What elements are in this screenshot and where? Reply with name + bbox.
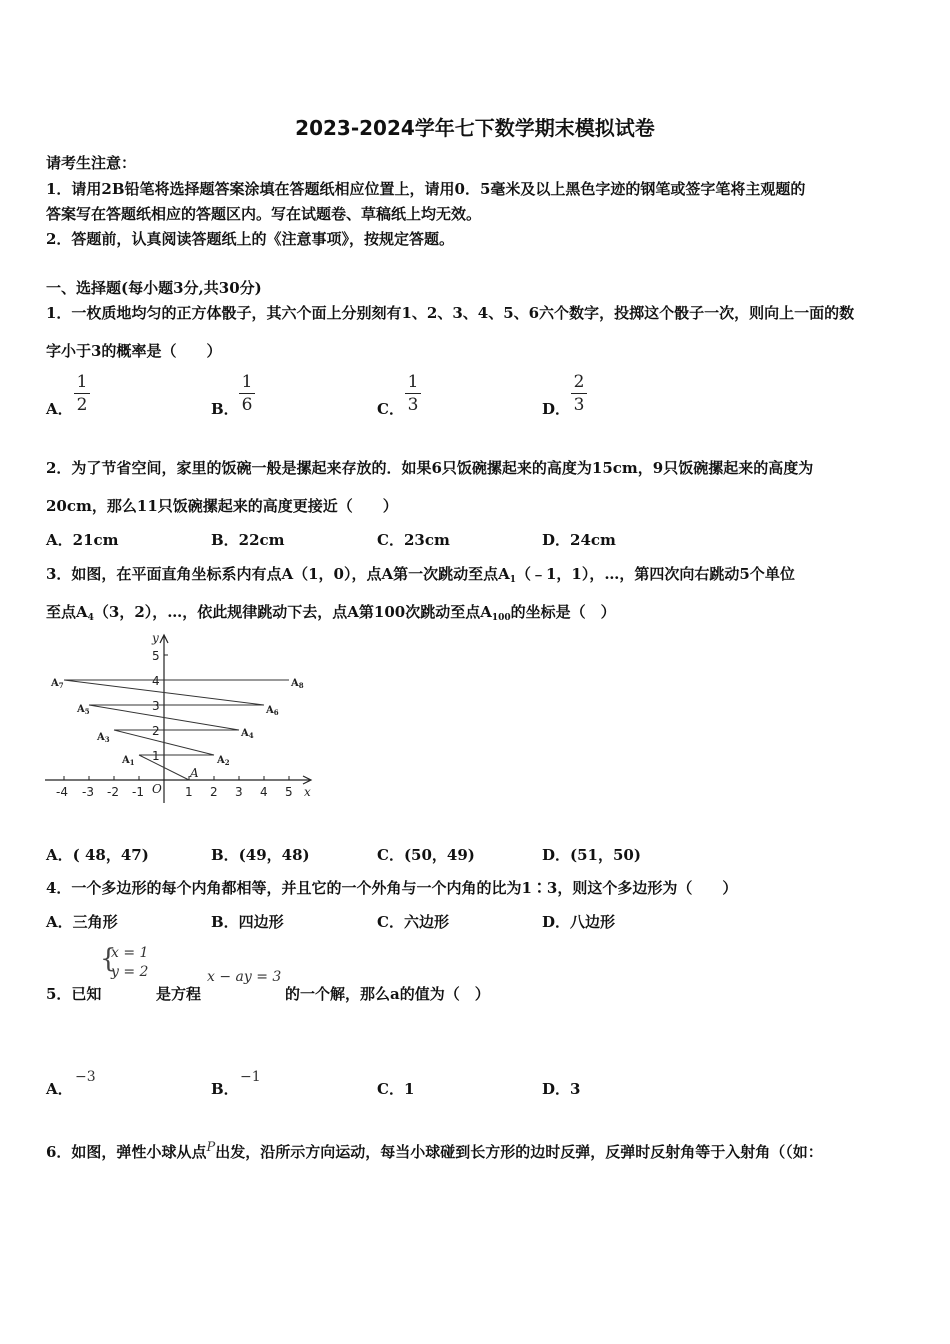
origin-label: O [152, 782, 162, 796]
q4-option-b: B．四边形 [211, 913, 284, 931]
q1-option-a-label: A． [46, 400, 73, 418]
system-line-2: y = 2 [111, 964, 149, 980]
y-tick-label: 5 [152, 649, 160, 663]
q4-option-c: C．六边形 [377, 913, 449, 931]
q5-option-b-label: B． [211, 1080, 239, 1098]
q2-option-d: D．24cm [542, 531, 616, 549]
y-tick-label: 1 [152, 749, 160, 763]
page-title: 2023-2024学年七下数学期末模拟试卷 [295, 116, 655, 140]
point-a3-label: $A_3$ [97, 732, 110, 744]
x-tick-label: -4 [56, 785, 68, 799]
jump-path-lines [64, 680, 289, 780]
q1-option-c-fraction: 1 3 [405, 373, 421, 414]
x-tick-label: 4 [260, 785, 268, 799]
y-tick-label: 4 [152, 674, 160, 688]
notice-line-1: 1．请用2B铅笔将选择题答案涂填在答题纸相应位置上，请用0．5毫米及以上黑色字迹的钢笔或签字笔将主观题的 [46, 180, 806, 198]
x-tick-label: 3 [235, 785, 243, 799]
q5-option-b-value: −1 [240, 1069, 261, 1085]
notice-heading: 请考生注意： [46, 154, 137, 172]
q1-option-c-label: C． [377, 400, 404, 418]
q5-option-a-value: −3 [75, 1069, 96, 1085]
notice-line-3: 2．答题前，认真阅读答题纸上的《注意事项》，按规定答题。 [46, 230, 454, 248]
x-tick-label: -1 [132, 785, 144, 799]
equation: x − ay = 3 [207, 969, 282, 985]
q3-option-a: A．( 48，47) [46, 846, 149, 864]
system-brace: { [100, 944, 117, 974]
q5-option-d: D．3 [542, 1080, 581, 1098]
q3-option-b: B．(49，48) [211, 846, 310, 864]
point-a7-label: $A_7$ [51, 678, 64, 690]
x-tick-label: 2 [210, 785, 218, 799]
q5-option-c: C．1 [377, 1080, 415, 1098]
section-heading: 一、选择题(每小题3分,共30分) [46, 279, 262, 297]
question-3-line-1: 3．如图，在平面直角坐标系内有点A（1，0），点A第一次跳动至点$A_1(﹣1$，1），…，第四次向右跳动5个单位 [46, 565, 795, 585]
x-tick-label: 1 [185, 785, 193, 799]
question-6-line-1: 6．如图，弹性小球从点P出发，沿所示方向运动，每当小球碰到长方形的边时反弹，反弹时反射角等于入射角（（如： [46, 1140, 823, 1161]
jump-path-graph [40, 628, 320, 806]
notice-line-2: 答案写在答题纸相应的答题区内。写在试题卷、草稿纸上均无效。 [46, 205, 482, 223]
point-a4-label: $A_4$ [241, 728, 254, 740]
system-line-1: x = 1 [111, 945, 149, 961]
q4-option-a: A．三角形 [46, 913, 118, 931]
point-a1-label: $A_1$ [122, 755, 135, 767]
q3-option-c: C．(50，49) [377, 846, 475, 864]
q1-option-b-fraction: 1 6 [239, 373, 255, 414]
q1-option-b-label: B． [211, 400, 239, 418]
point-a2-label: $A_2$ [217, 755, 230, 767]
y-tick-label: 2 [152, 724, 160, 738]
question-2-line-1: 2．为了节省空间，家里的饭碗一般是摞起来存放的．如果6只饭碗摞起来的高度为15cm，9只饭碗摞起来的高度为 [46, 459, 814, 477]
point-a5-label: $A_5$ [77, 704, 90, 716]
question-4-line-1: 4．一个多边形的每个内角都相等，并且它的一个外角与一个内角的比为1∶3，则这个多边形为（ ） [46, 879, 738, 897]
q5-option-a-label: A． [46, 1080, 73, 1098]
q4-option-d: D．八边形 [542, 913, 616, 931]
q2-option-b: B．22cm [211, 531, 285, 549]
x-tick-label: -3 [82, 785, 94, 799]
point-a6-label: $A_6$ [266, 705, 279, 717]
q1-option-d-label: D． [542, 400, 571, 418]
q2-option-a: A．21cm [46, 531, 119, 549]
question-5-mid: 是方程 [156, 985, 202, 1003]
x-axis-label: x [304, 785, 311, 799]
x-tick-label: -2 [107, 785, 119, 799]
question-5-prefix: 5．已知 [46, 985, 102, 1003]
question-3-line-2: 至点$A_4(3$，2），…，依此规律跳动下去，点A第100次跳动至点$A_{100}$的坐标是（ ） [46, 603, 616, 623]
q1-option-a-fraction: 1 2 [74, 373, 90, 414]
point-a-label: A [190, 766, 199, 780]
y-axis-label: y [152, 631, 159, 645]
point-a8-label: $A_8$ [291, 678, 304, 690]
q3-option-d: D．(51，50) [542, 846, 641, 864]
question-1-line-1: 1．一枚质地均匀的正方体骰子，其六个面上分别刻有1、2、3、4、5、6六个数字，投掷这个骰子一次，则向上一面的数 [46, 304, 855, 322]
question-5-suffix: 的一个解，那么a的值为（ ） [285, 985, 490, 1003]
question-1-line-2: 字小于3的概率是（ ） [46, 342, 222, 360]
y-tick-label: 3 [152, 699, 160, 713]
q1-option-d-fraction: 2 3 [571, 373, 587, 414]
question-2-line-2: 20cm，那么11只饭碗摞起来的高度更接近（ ） [46, 497, 398, 515]
x-tick-label: 5 [285, 785, 293, 799]
q2-option-c: C．23cm [377, 531, 450, 549]
point-p: P [206, 1140, 216, 1155]
